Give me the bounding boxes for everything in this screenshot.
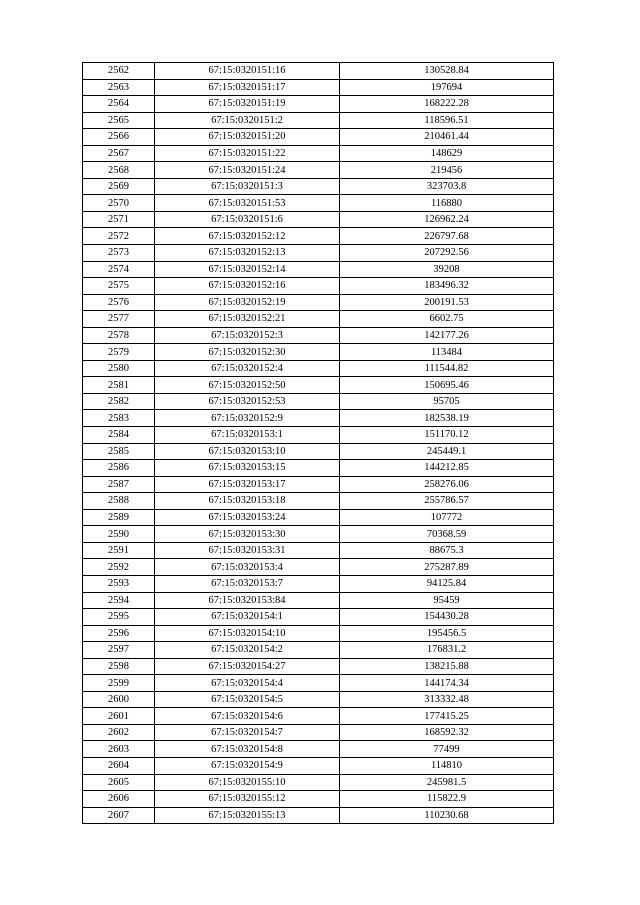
table-row (83, 774, 554, 791)
cadastral-number-cell: 67:15:0320151:6 (155, 211, 340, 228)
cadastral-number-cell: 67:15:0320151:24 (155, 162, 340, 179)
table-row (83, 642, 554, 659)
value-cell: 151170.12 (340, 427, 554, 444)
cadastral-number-cell: 67:15:0320154:10 (155, 625, 340, 642)
row-number-cell: 2565 (83, 112, 155, 129)
table-row (83, 195, 554, 212)
cadastral-number-cell: 67:15:0320153:7 (155, 575, 340, 592)
row-number-cell: 2591 (83, 542, 155, 559)
cadastral-value-table (82, 62, 554, 824)
row-number-cell: 2575 (83, 278, 155, 295)
table-row (83, 63, 554, 80)
table-row (83, 724, 554, 741)
value-cell: 195456.5 (340, 625, 554, 642)
row-number-cell: 2585 (83, 443, 155, 460)
value-cell: 197694 (340, 79, 554, 96)
row-number-cell: 2595 (83, 609, 155, 626)
cadastral-number-cell: 67:15:0320152:13 (155, 245, 340, 262)
cadastral-number-cell: 67:15:0320153:84 (155, 592, 340, 609)
table-row (83, 575, 554, 592)
table-row (83, 393, 554, 410)
cadastral-number-cell: 67:15:0320152:3 (155, 327, 340, 344)
row-number-cell: 2562 (83, 63, 155, 80)
value-cell: 94125.84 (340, 575, 554, 592)
value-cell: 88675.3 (340, 542, 554, 559)
cadastral-number-cell: 67:15:0320151:19 (155, 96, 340, 113)
table-row (83, 327, 554, 344)
cadastral-number-cell: 67:15:0320153:17 (155, 476, 340, 493)
table-row (83, 493, 554, 510)
table-row (83, 625, 554, 642)
cadastral-number-cell: 67:15:0320154:1 (155, 609, 340, 626)
row-number-cell: 2592 (83, 559, 155, 576)
table-row (83, 691, 554, 708)
cadastral-number-cell: 67:15:0320154:5 (155, 691, 340, 708)
value-cell: 182538.19 (340, 410, 554, 427)
row-number-cell: 2567 (83, 145, 155, 162)
row-number-cell: 2607 (83, 807, 155, 824)
row-number-cell: 2590 (83, 526, 155, 543)
table-row (83, 675, 554, 692)
value-cell: 138215.88 (340, 658, 554, 675)
value-cell: 107772 (340, 509, 554, 526)
row-number-cell: 2589 (83, 509, 155, 526)
row-number-cell: 2603 (83, 741, 155, 758)
value-cell: 150695.46 (340, 377, 554, 394)
value-cell: 168592.32 (340, 724, 554, 741)
cadastral-number-cell: 67:15:0320153:10 (155, 443, 340, 460)
table-row (83, 344, 554, 361)
row-number-cell: 2571 (83, 211, 155, 228)
cadastral-number-cell: 67:15:0320155:12 (155, 791, 340, 808)
row-number-cell: 2586 (83, 460, 155, 477)
row-number-cell: 2606 (83, 791, 155, 808)
value-cell: 210461.44 (340, 129, 554, 146)
row-number-cell: 2573 (83, 245, 155, 262)
cadastral-number-cell: 67:15:0320152:9 (155, 410, 340, 427)
cadastral-number-cell: 67:15:0320154:7 (155, 724, 340, 741)
cadastral-number-cell: 67:15:0320154:9 (155, 757, 340, 774)
table-body (83, 63, 554, 824)
cadastral-number-cell: 67:15:0320155:13 (155, 807, 340, 824)
table-row (83, 476, 554, 493)
table-row (83, 559, 554, 576)
value-cell: 39208 (340, 261, 554, 278)
cadastral-number-cell: 67:15:0320151:20 (155, 129, 340, 146)
table-row (83, 145, 554, 162)
value-cell: 168222.28 (340, 96, 554, 113)
row-number-cell: 2602 (83, 724, 155, 741)
table-row (83, 807, 554, 824)
row-number-cell: 2588 (83, 493, 155, 510)
value-cell: 113484 (340, 344, 554, 361)
row-number-cell: 2564 (83, 96, 155, 113)
value-cell: 118596.51 (340, 112, 554, 129)
table-row (83, 162, 554, 179)
value-cell: 130528.84 (340, 63, 554, 80)
value-cell: 144174.34 (340, 675, 554, 692)
cadastral-number-cell: 67:15:0320154:4 (155, 675, 340, 692)
table-row (83, 427, 554, 444)
value-cell: 275287.89 (340, 559, 554, 576)
value-cell: 226797.68 (340, 228, 554, 245)
table-row (83, 129, 554, 146)
cadastral-number-cell: 67:15:0320154:2 (155, 642, 340, 659)
value-cell: 6602.75 (340, 311, 554, 328)
table-row (83, 443, 554, 460)
table-row (83, 178, 554, 195)
cadastral-number-cell: 67:15:0320153:30 (155, 526, 340, 543)
cadastral-number-cell: 67:15:0320153:18 (155, 493, 340, 510)
cadastral-number-cell: 67:15:0320152:4 (155, 360, 340, 377)
cadastral-number-cell: 67:15:0320155:10 (155, 774, 340, 791)
row-number-cell: 2582 (83, 393, 155, 410)
table-row (83, 542, 554, 559)
row-number-cell: 2580 (83, 360, 155, 377)
row-number-cell: 2572 (83, 228, 155, 245)
cadastral-number-cell: 67:15:0320152:19 (155, 294, 340, 311)
value-cell: 148629 (340, 145, 554, 162)
cadastral-number-cell: 67:15:0320152:16 (155, 278, 340, 295)
value-cell: 245449.1 (340, 443, 554, 460)
cadastral-number-cell: 67:15:0320152:30 (155, 344, 340, 361)
value-cell: 323703.8 (340, 178, 554, 195)
cadastral-number-cell: 67:15:0320154:8 (155, 741, 340, 758)
value-cell: 115822.9 (340, 791, 554, 808)
table-row (83, 609, 554, 626)
row-number-cell: 2600 (83, 691, 155, 708)
row-number-cell: 2584 (83, 427, 155, 444)
cadastral-number-cell: 67:15:0320154:27 (155, 658, 340, 675)
table-row (83, 112, 554, 129)
table-row (83, 96, 554, 113)
value-cell: 142177.26 (340, 327, 554, 344)
table-row (83, 741, 554, 758)
cadastral-number-cell: 67:15:0320152:50 (155, 377, 340, 394)
value-cell: 116880 (340, 195, 554, 212)
value-cell: 95705 (340, 393, 554, 410)
table-row (83, 245, 554, 262)
value-cell: 313332.48 (340, 691, 554, 708)
row-number-cell: 2566 (83, 129, 155, 146)
cadastral-number-cell: 67:15:0320152:53 (155, 393, 340, 410)
row-number-cell: 2587 (83, 476, 155, 493)
row-number-cell: 2574 (83, 261, 155, 278)
table-row (83, 791, 554, 808)
value-cell: 70368.59 (340, 526, 554, 543)
row-number-cell: 2597 (83, 642, 155, 659)
cadastral-number-cell: 67:15:0320153:1 (155, 427, 340, 444)
value-cell: 144212.85 (340, 460, 554, 477)
table-row (83, 360, 554, 377)
table-row (83, 460, 554, 477)
table-row (83, 509, 554, 526)
value-cell: 258276.06 (340, 476, 554, 493)
cadastral-number-cell: 67:15:0320151:22 (155, 145, 340, 162)
row-number-cell: 2598 (83, 658, 155, 675)
cadastral-number-cell: 67:15:0320153:31 (155, 542, 340, 559)
row-number-cell: 2570 (83, 195, 155, 212)
cadastral-number-cell: 67:15:0320151:53 (155, 195, 340, 212)
cadastral-number-cell: 67:15:0320154:6 (155, 708, 340, 725)
table-row (83, 757, 554, 774)
cadastral-number-cell: 67:15:0320152:21 (155, 311, 340, 328)
value-cell: 176831.2 (340, 642, 554, 659)
value-cell: 200191.53 (340, 294, 554, 311)
table-row (83, 228, 554, 245)
row-number-cell: 2593 (83, 575, 155, 592)
value-cell: 255786.57 (340, 493, 554, 510)
row-number-cell: 2604 (83, 757, 155, 774)
row-number-cell: 2569 (83, 178, 155, 195)
cadastral-number-cell: 67:15:0320153:15 (155, 460, 340, 477)
table-row (83, 278, 554, 295)
value-cell: 114810 (340, 757, 554, 774)
row-number-cell: 2601 (83, 708, 155, 725)
row-number-cell: 2578 (83, 327, 155, 344)
table-row (83, 410, 554, 427)
row-number-cell: 2577 (83, 311, 155, 328)
value-cell: 126962.24 (340, 211, 554, 228)
value-cell: 111544.82 (340, 360, 554, 377)
table-row (83, 294, 554, 311)
cadastral-number-cell: 67:15:0320151:2 (155, 112, 340, 129)
table-row (83, 311, 554, 328)
row-number-cell: 2563 (83, 79, 155, 96)
cadastral-number-cell: 67:15:0320153:24 (155, 509, 340, 526)
row-number-cell: 2605 (83, 774, 155, 791)
table-row (83, 211, 554, 228)
value-cell: 95459 (340, 592, 554, 609)
cadastral-number-cell: 67:15:0320152:14 (155, 261, 340, 278)
value-cell: 77499 (340, 741, 554, 758)
value-cell: 219456 (340, 162, 554, 179)
row-number-cell: 2594 (83, 592, 155, 609)
table-row (83, 592, 554, 609)
cadastral-number-cell: 67:15:0320151:3 (155, 178, 340, 195)
value-cell: 177415.25 (340, 708, 554, 725)
row-number-cell: 2581 (83, 377, 155, 394)
cadastral-number-cell: 67:15:0320152:12 (155, 228, 340, 245)
row-number-cell: 2599 (83, 675, 155, 692)
table-row (83, 708, 554, 725)
value-cell: 207292.56 (340, 245, 554, 262)
value-cell: 183496.32 (340, 278, 554, 295)
row-number-cell: 2579 (83, 344, 155, 361)
value-cell: 245981.5 (340, 774, 554, 791)
table-row (83, 377, 554, 394)
value-cell: 110230.68 (340, 807, 554, 824)
row-number-cell: 2596 (83, 625, 155, 642)
cadastral-number-cell: 67:15:0320151:17 (155, 79, 340, 96)
cadastral-number-cell: 67:15:0320151:16 (155, 63, 340, 80)
table-row (83, 79, 554, 96)
row-number-cell: 2568 (83, 162, 155, 179)
table-row (83, 658, 554, 675)
value-cell: 154430.28 (340, 609, 554, 626)
row-number-cell: 2576 (83, 294, 155, 311)
row-number-cell: 2583 (83, 410, 155, 427)
table-row (83, 261, 554, 278)
cadastral-number-cell: 67:15:0320153:4 (155, 559, 340, 576)
table-row (83, 526, 554, 543)
